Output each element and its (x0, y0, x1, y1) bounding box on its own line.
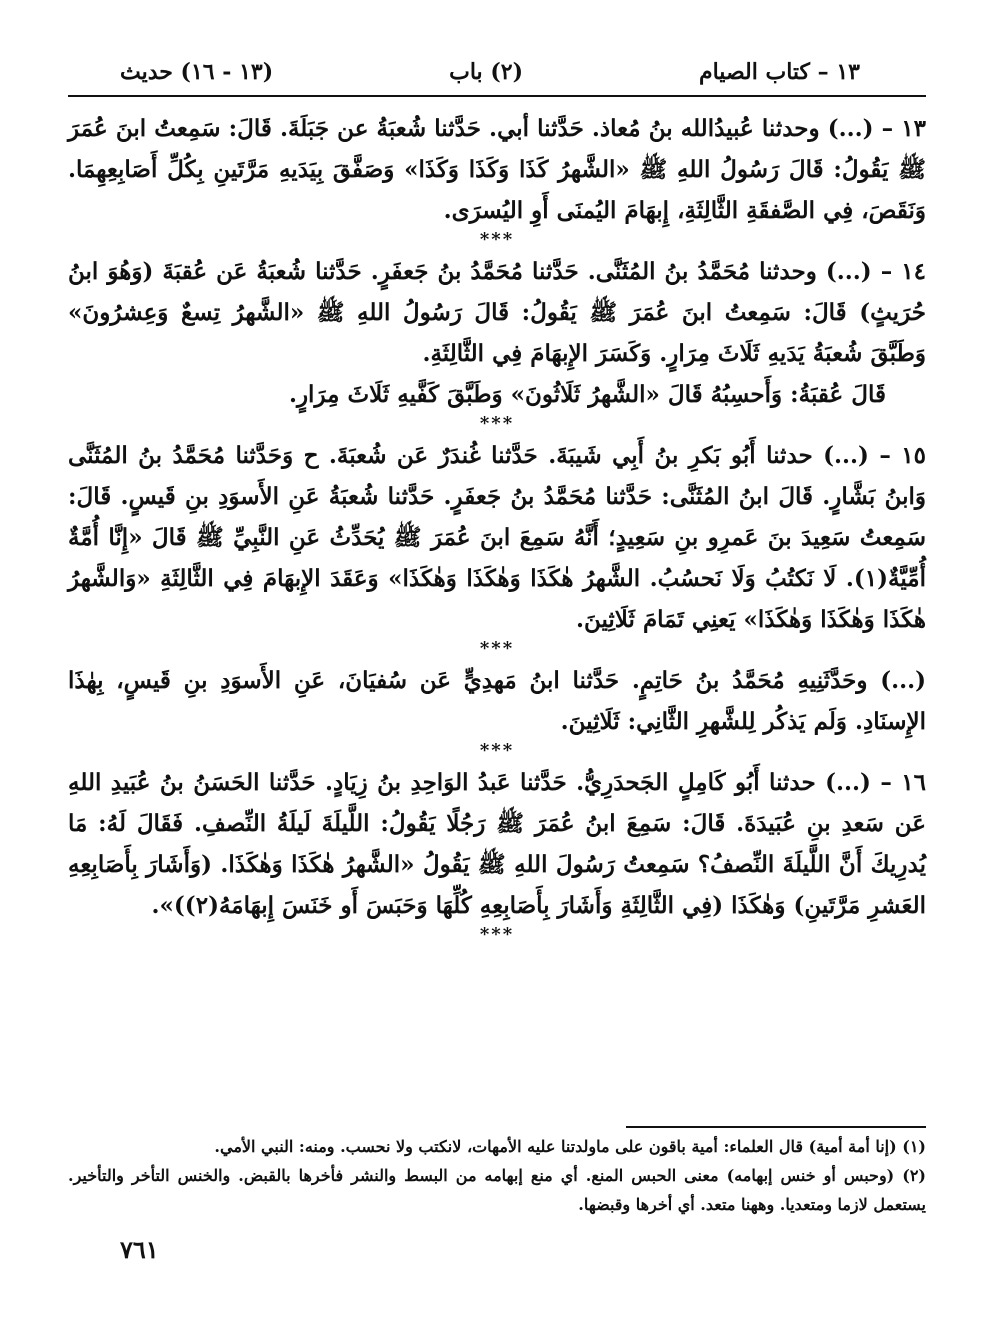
separator-stars: *** (479, 924, 515, 945)
running-header (120, 52, 860, 92)
hadith-14-note: قَالَ عُقبَةُ: وَأَحسِبُهُ قَالَ «الشَّهرُ ثَلَاثُونَ» وَطَبَّقَ كَفَّيهِ ثَلَاثَ مِرَارٍ. (288, 381, 886, 408)
hadith-range: (١٣ - ١٦) حديث (120, 59, 274, 85)
hadith-14: ١٤ – (...) وحدثنا مُحَمَّدُ بنُ المُثَنَّى. حَدَّثنا مُحَمَّدُ بنُ جَعفَرٍ. حَدَّثنا شُعبَةُ عَن عُقبَةَ (وَهُوَ ابنُ حُرَيثٍ) قَالَ: سَمِعتُ ابنَ عُمَرَ ﷺ يَقُولُ: قَالَ رَسُولُ اللهِ ﷺ «الشَّهرُ تِسعٌ وَعِشرُونَ» وَطَبَّقَ شُعبَةُ يَدَيهِ ثَلَاثَ مِرَارٍ. وَكَسَرَ الإِبهَامَ فِي الثَّالِثَةِ. (68, 258, 926, 367)
hadith-15: ١٥ – (...) حدثنا أَبُو بَكرِ بنُ أَبِي شَيبَةَ. حَدَّثنا غُندَرٌ عَن شُعبَةَ. ح وَحَدَّثنا مُحَمَّدُ بنُ المُثَنَّى وَابنُ بَشَّارٍ. قَالَ ابنُ المُثَنَّى: حَدَّثنا مُحَمَّدُ بنُ جَعفَرٍ. حَدَّثنا شُعبَةُ عَنِ الأَسوَدِ بنِ قَيسٍ. قَالَ: سَمِعتُ سَعِيدَ بنَ عَمرِو بنِ سَعِيدٍ؛ أَنَّهُ سَمِعَ ابنَ عُمَرَ ﷺ يُحَدِّثُ عَنِ النَّبِيِّ ﷺ قَالَ «إِنَّا أُمَّةٌ أُمِّيَّةٌ(١). لَا نَكتُبُ وَلَا نَحسُبُ. الشَّهرُ هٰكَذَا وَهٰكَذَا وَهٰكَذَا» وَعَقَدَ الإِبهَامَ فِي الثَّالِثَةِ «وَالشَّهرُ هٰكَذَا وَهٰكَذَا وَهٰكَذَا» يَعنِي تَمَامَ ثَلَاثِينَ. (68, 442, 926, 633)
chapter-title: ١٣ – كتاب الصيام (698, 59, 860, 85)
header-divider (68, 95, 926, 97)
footnote-1: (١) (إنا أمة أمية) قال العلماء: أمية باقون على ماولدتنا عليه الأمهات، لانكتب ولا نحسب. ومنه: النبي الأمي. (214, 1137, 926, 1156)
separator-stars: *** (479, 229, 515, 250)
footnotes (68, 1132, 926, 1219)
footnote-divider (626, 1126, 926, 1128)
footnote-2: (٢) (وحبس أو خنس إبهامه) معنى الحبس المنع. أي منع إبهامه من البسط والنشر فأخرها بالقبض. والخنس التأخر والتأخير. يستعمل لازما ومتعديا. وههنا متعد. أي أخرها وقبضها. (68, 1166, 926, 1214)
hadith-13: ١٣ – (...) وحدثنا عُبيدُالله بنُ مُعاذ. حَدَّثنا أبي. حَدَّثنا شُعبَةُ عن جَبَلَةَ. قَالَ: سَمِعتُ ابنَ عُمَرَ ﷺ يَقُولُ: قَالَ رَسُولُ اللهِ ﷺ «الشَّهرُ كَذَا وَكَذَا وَكَذَا» وَصَفَّقَ بِيَدَيهِ مَرَّتَينِ بِكُلِّ أَصَابِعِهِمَا. وَنَقَصَ، فِي الصَّفقَةِ الثَّالِثَةِ، إِبهَامَ اليُمنَى أَوِ اليُسرَى. (68, 115, 926, 224)
main-text (68, 108, 926, 946)
page-number: ٧٦١ (120, 1235, 159, 1264)
section-label: (٢) باب (449, 59, 523, 85)
hadith-15-variant: (...) وحَدَّثَنِيهِ مُحَمَّدُ بنُ حَاتِمٍ. حَدَّثنا ابنُ مَهدِيٍّ عَن سُفيَانَ، عَنِ الأَسوَدِ بنِ قَيسٍ، بِهٰذَا الإِسنَادِ. وَلَم يَذكُر لِلشَّهرِ الثَّانِي: ثَلَاثِينَ. (68, 667, 926, 735)
separator-stars: *** (479, 413, 515, 434)
separator-stars: *** (479, 638, 515, 659)
hadith-16: ١٦ – (...) حدثنا أَبُو كَامِلٍ الجَحدَرِيُّ. حَدَّثنا عَبدُ الوَاحِدِ بنُ زِيَادٍ. حَدَّثنا الحَسَنُ بنُ عُبَيدِ اللهِ عَن سَعدِ بنِ عُبَيدَةَ. قَالَ: سَمِعَ ابنُ عُمَرَ ﷺ رَجُلًا يَقُولُ: اللَّيلَةَ لَيلَةُ النِّصفِ. فَقَالَ لَهُ: مَا يُدرِيكَ أَنَّ اللَّيلَةَ النِّصفُ؟ سَمِعتُ رَسُولَ اللهِ ﷺ يَقُولُ «الشَّهرُ هٰكَذَا وَهٰكَذَا. (وَأَشَارَ بِأَصَابِعِهِ العَشرِ مَرَّتَينِ) وَهٰكَذَا (فِي الثَّالِثَةِ وَأَشَارَ بِأَصَابِعِهِ كُلِّهَا وَحَبَسَ أَو خَنَسَ إِبهَامَهُ(٢))». (68, 769, 926, 919)
separator-stars: *** (479, 740, 515, 761)
